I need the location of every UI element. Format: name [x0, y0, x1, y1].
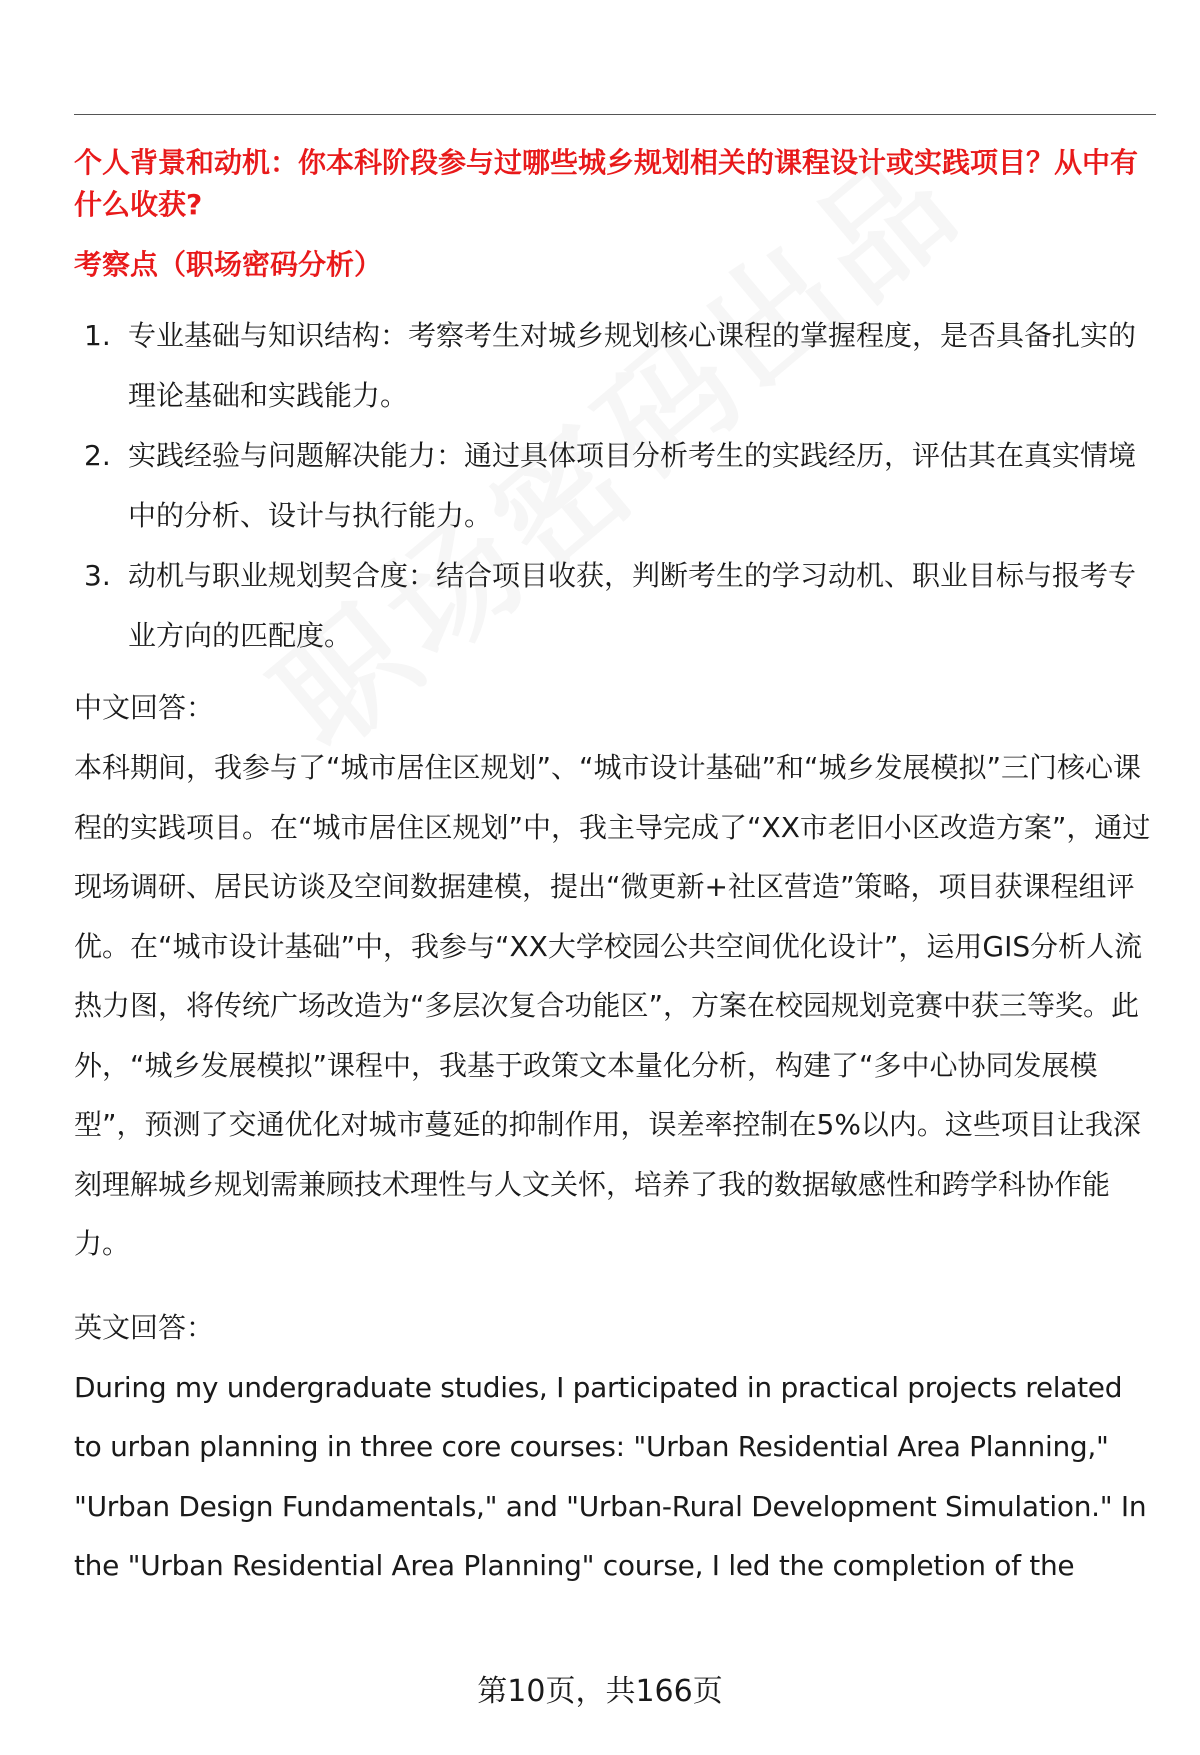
- english-answer-label: 英文回答：: [74, 1310, 215, 1344]
- examination-points: [74, 306, 1156, 666]
- page-number: 第10页，共166页: [477, 1674, 723, 1709]
- point-text: 专业基础与知识结构：考察考生对城乡规划核心课程的掌握程度，是否具备扎实的理论基础和实践能力。: [128, 319, 1137, 412]
- point-text: 实践经验与问题解决能力：通过具体项目分析考生的实践经历，评估其在真实情境中的分析、设计与执行能力。: [128, 439, 1137, 532]
- examination-point: [74, 546, 1156, 666]
- examination-heading: 考察点（职场密码分析）: [74, 248, 383, 281]
- english-answer-text: During my undergraduate studies, I participated in practical projects related to urban planning in three core courses: "Urban Residential Area Planning," "Urban Design Fundamentals," and "Urban-Rural Development Simulation." In the "Urban Residential Area Planning" course, I led the completion of the: [74, 1370, 1147, 1582]
- spacer: [74, 1274, 1156, 1286]
- header-rule: [74, 114, 1156, 115]
- examination-point: [74, 306, 1156, 426]
- examination-point: [74, 426, 1156, 546]
- page-content: [74, 142, 1156, 1596]
- chinese-answer-label: 中文回答：: [74, 691, 215, 724]
- point-number: 3.: [84, 559, 111, 592]
- chinese-answer-text: 本科期间，我参与了“城市居住区规划”、“城市设计基础”和“城乡发展模拟”三门核心课程的实践项目。在“城市居住区规划”中，我主导完成了“XX市老旧小区改造方案”，通过现场调研、居民访谈及空间数据建模，提出“微更新+社区营造”策略，项目获课程组评优。在“城市设计基础”中，我参与“XX大学校园公共空间优化设计”，运用GIS分析人流热力图，将传统广场改造为“多层次复合功能区”，方案在校园规划竞赛中获三等奖。此外，“城乡发展模拟”课程中，我基于政策文本量化分析，构建了“多中心协同发展模型”，预测了交通优化对城市蔓延的抑制作用，误差率控制在5%以内。这些项目让我深刻理解城乡规划需兼顾技术理性与人文关怀，培养了我的数据敏感性和跨学科协作能力。: [74, 751, 1151, 1260]
- point-number: 2.: [84, 439, 111, 472]
- point-text: 动机与职业规划契合度：结合项目收获，判断考生的学习动机、职业目标与报考专业方向的匹配度。: [128, 559, 1137, 652]
- question-heading: 个人背景和动机：你本科阶段参与过哪些城乡规划相关的课程设计或实践项目？从中有什么收获?: [74, 146, 1139, 221]
- point-number: 1.: [84, 319, 111, 352]
